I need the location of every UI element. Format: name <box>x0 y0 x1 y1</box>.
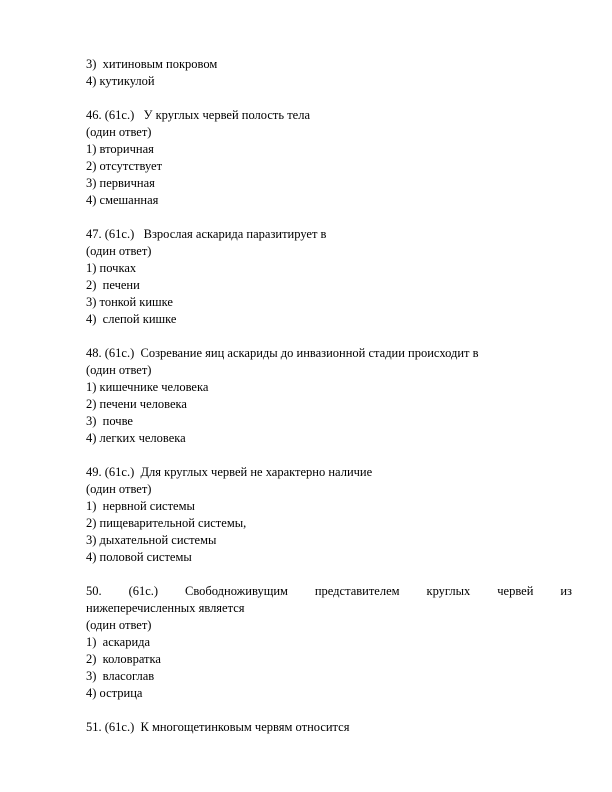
stem-word: 50. <box>86 584 102 598</box>
answer-option: 4) острица <box>86 686 143 700</box>
question-stem: 49. (61с.) Для круглых червей не характерно наличие <box>86 465 373 479</box>
answer-option: 2) печени <box>86 278 140 292</box>
answer-option: 1) кишечнике человека <box>86 380 209 394</box>
answer-instruction: (один ответ) <box>86 618 152 632</box>
answer-option: 3) власоглав <box>86 669 155 683</box>
question-stem <box>86 583 572 600</box>
spacer <box>86 328 572 345</box>
stem-word: червей <box>497 584 534 598</box>
answer-option: 3) дыхательной системы <box>86 533 217 547</box>
question-50 <box>86 583 572 702</box>
answer-option: 1) нервной системы <box>86 499 195 513</box>
question-stem: 46. (61с.) У круглых червей полость тела <box>86 108 310 122</box>
document-page <box>86 56 572 736</box>
question-48 <box>86 345 572 447</box>
answer-instruction: (один ответ) <box>86 482 152 496</box>
answer-option: 2) коловратка <box>86 652 161 666</box>
answer-instruction: (один ответ) <box>86 363 152 377</box>
answer-option: 1) аскарида <box>86 635 151 649</box>
stem-word: круглых <box>426 584 471 598</box>
answer-option: 1) почках <box>86 261 137 275</box>
answer-option: 2) пищеварительной системы, <box>86 516 247 530</box>
spacer <box>86 90 572 107</box>
question-stem: 51. (61с.) К многощетинковым червям относится <box>86 720 350 734</box>
question-stem: 47. (61с.) Взрослая аскарида паразитирует в <box>86 227 327 241</box>
spacer <box>86 209 572 226</box>
answer-option: 4) половой системы <box>86 550 192 564</box>
stem-word: Свободноживущим <box>185 584 288 598</box>
answer-option: 4) смешанная <box>86 193 159 207</box>
stem-word: из <box>560 584 572 598</box>
spacer <box>86 447 572 464</box>
answer-option: 4) легких человека <box>86 431 186 445</box>
answer-option: 4) слепой кишке <box>86 312 177 326</box>
question-46 <box>86 107 572 209</box>
answer-option: 2) отсутствует <box>86 159 163 173</box>
stem-word: представителем <box>314 584 400 598</box>
question-51 <box>86 719 572 736</box>
answer-option: 3) тонкой кишке <box>86 295 173 309</box>
answer-option: 2) печени человека <box>86 397 187 411</box>
question-47 <box>86 226 572 328</box>
question-49 <box>86 464 572 566</box>
answer-option: 3) почве <box>86 414 133 428</box>
spacer <box>86 566 572 583</box>
answer-instruction: (один ответ) <box>86 125 152 139</box>
question-stem-continuation: нижеперечисленных является <box>86 601 245 615</box>
prev-option-3: 3) хитиновым покровом <box>86 57 218 71</box>
question-stem: 48. (61с.) Созревание яиц аскариды до инвазионной стадии происходит в <box>86 346 479 360</box>
answer-option: 1) вторичная <box>86 142 154 156</box>
stem-word: (61с.) <box>128 584 159 598</box>
answer-instruction: (один ответ) <box>86 244 152 258</box>
prev-option-4: 4) кутикулой <box>86 74 155 88</box>
answer-option: 3) первичная <box>86 176 155 190</box>
spacer <box>86 702 572 719</box>
